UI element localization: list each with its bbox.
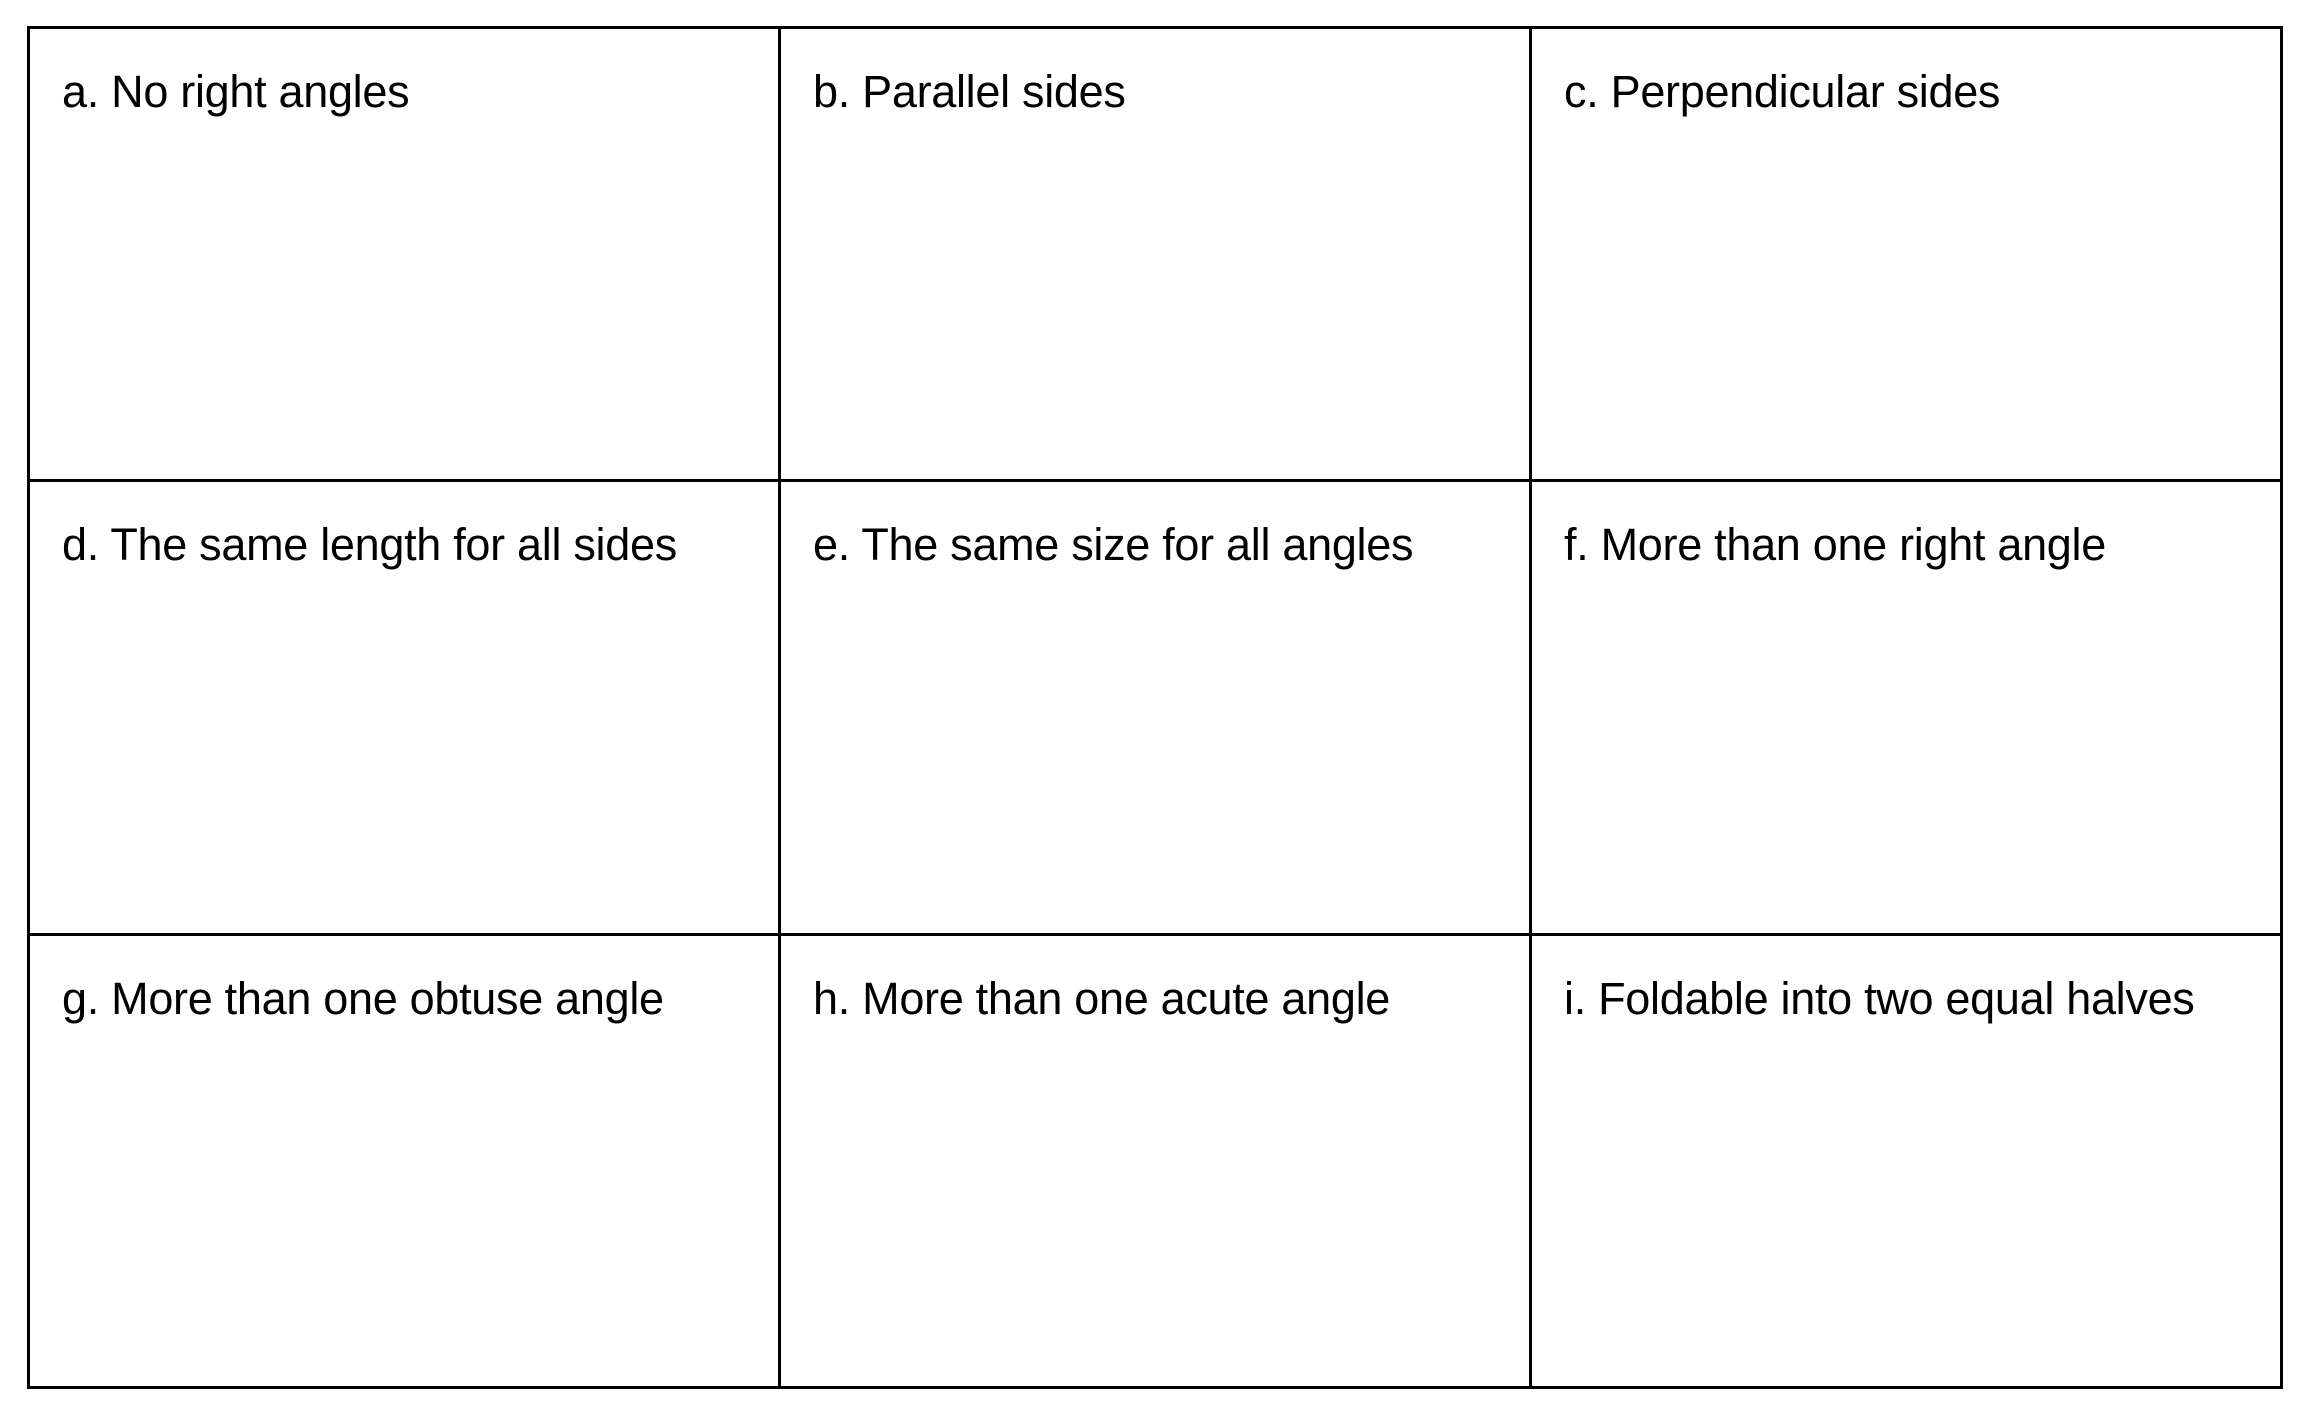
- cell-g-label: g. More than one obtuse angle: [62, 972, 664, 1024]
- cell-h[interactable]: [780, 934, 1531, 1387]
- cell-a-label: a. No right angles: [62, 66, 410, 117]
- cell-h-label: h. More than one acute angle: [813, 972, 1391, 1024]
- cell-e[interactable]: [780, 481, 1531, 934]
- grid-row-1: [29, 28, 2282, 481]
- cell-g[interactable]: [29, 934, 780, 1387]
- cell-i[interactable]: [1531, 934, 2282, 1387]
- grid-row-3: [29, 934, 2282, 1387]
- shape-attributes-grid: [27, 26, 2283, 1389]
- cell-d-label: d. The same length for all sides: [62, 519, 677, 571]
- cell-f[interactable]: [1531, 481, 2282, 934]
- cell-f-label: f. More than one right angle: [1564, 519, 2106, 571]
- cell-b-label: b. Parallel sides: [813, 66, 1126, 117]
- cell-c-label: c. Perpendicular sides: [1564, 66, 2001, 117]
- cell-e-label: e. The same size for all angles: [813, 519, 1414, 571]
- grid-row-2: [29, 481, 2282, 934]
- cell-a[interactable]: [29, 28, 780, 481]
- cell-b[interactable]: [780, 28, 1531, 481]
- cell-d[interactable]: [29, 481, 780, 934]
- cell-c[interactable]: [1531, 28, 2282, 481]
- cell-i-label: i. Foldable into two equal halves: [1564, 972, 2195, 1024]
